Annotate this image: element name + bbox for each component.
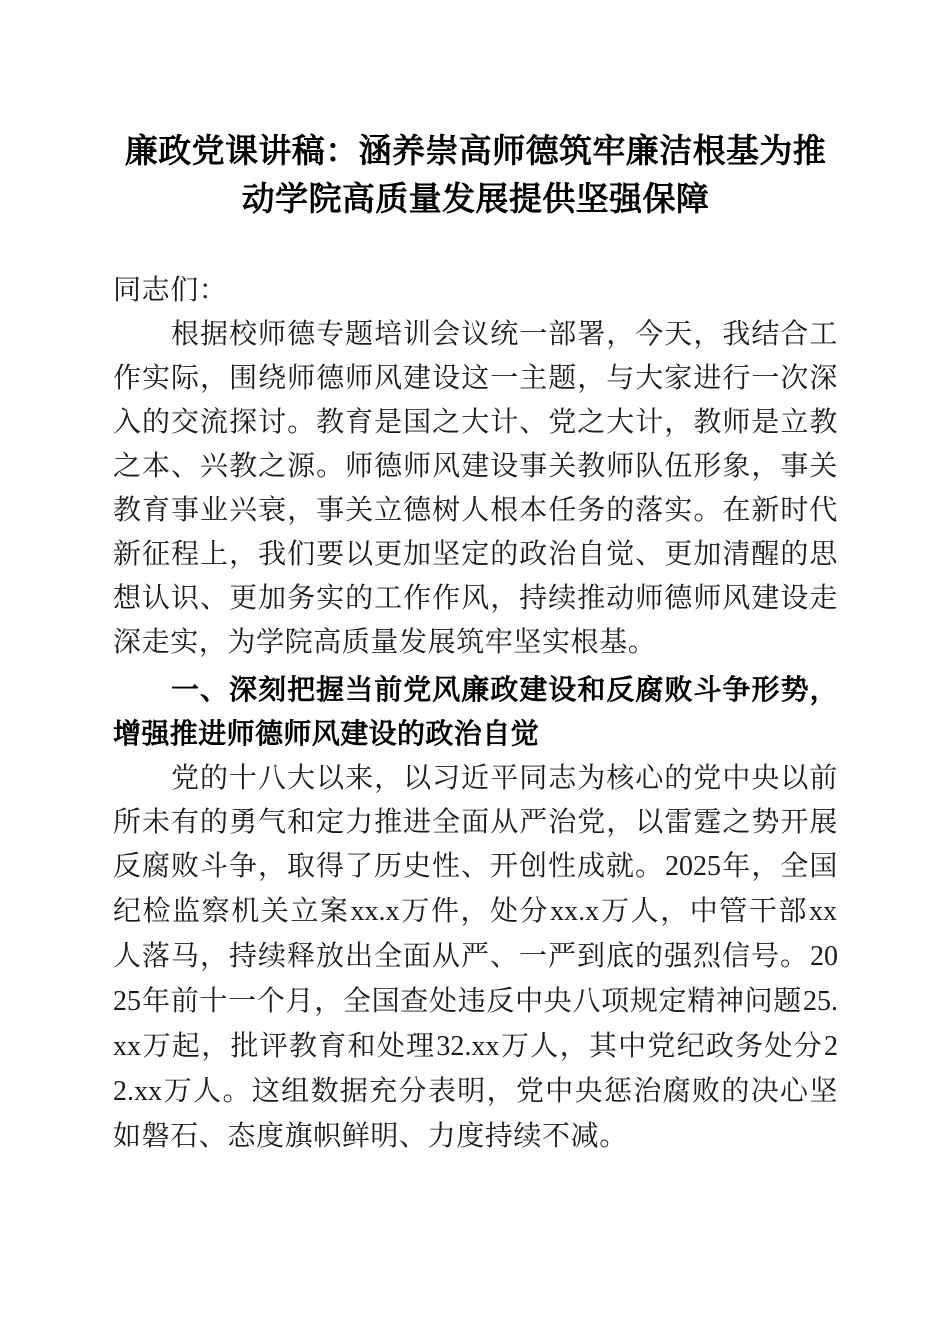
numeric-token: 2025 xyxy=(665,851,721,882)
numeric-token: xx xyxy=(809,896,837,927)
section-one-paragraph: 党的十八大以来，以习近平同志为核心的党中央以前所未有的勇气和定力推进全面从严治党，以雷霆之势开展反腐败斗争，取得了历史性、开创性成就。2025年，全国纪检监察机关立案xx.x万件，处分xx.x万人，中管干部xx人落马，持续释放出全面从严、一严到底的强烈信号。2025年前十一个月，全国查处违反中央八项规定精神问题25.xx万起，批评教育和处理32.xx万人，其中党纪政务处分22.xx万人。这组数据充分表明，党中央惩治腐败的决心坚如磐石、态度旗帜鲜明、力度持续不减。 xyxy=(113,762,838,1151)
page-content-area xyxy=(113,0,838,1158)
numeric-token: 32.xx xyxy=(436,1031,500,1062)
page-title: 廉政党课讲稿：涵养崇高师德筑牢廉洁根基为推动学院高质量发展提供坚强保障 xyxy=(124,134,827,218)
intro-paragraph: 根据校师德专题培训会议统一部署，今天，我结合工作实际，围绕师德师风建设这一主题，与大家进行一次深入的交流探讨。教育是国之大计、党之大计，教师是立教之本、兴教之源。师德师风建设事关教师队伍形象，事关教育事业兴衰，事关立德树人根本任务的落实。在新时代新征程上，我们要以更加坚定的政治自觉、更加清醒的思想认识、更加务实的工作作风，持续推动师德师风建设走深走实，为学院高质量发展筑牢坚实根基。 xyxy=(113,318,838,657)
numeric-token: xx.x xyxy=(550,896,600,927)
section-heading-one: 一、深刻把握当前党风廉政建设和反腐败斗争形势，增强推进师德师风建设的政治自觉 xyxy=(113,674,838,749)
numeric-token: 2025 xyxy=(113,941,838,1017)
numeric-token: xx.x xyxy=(350,896,400,927)
numeric-token: 22.xx xyxy=(113,1031,838,1107)
numeric-token: 25.xx xyxy=(113,986,838,1062)
salutation-line: 同志们： xyxy=(113,274,228,305)
